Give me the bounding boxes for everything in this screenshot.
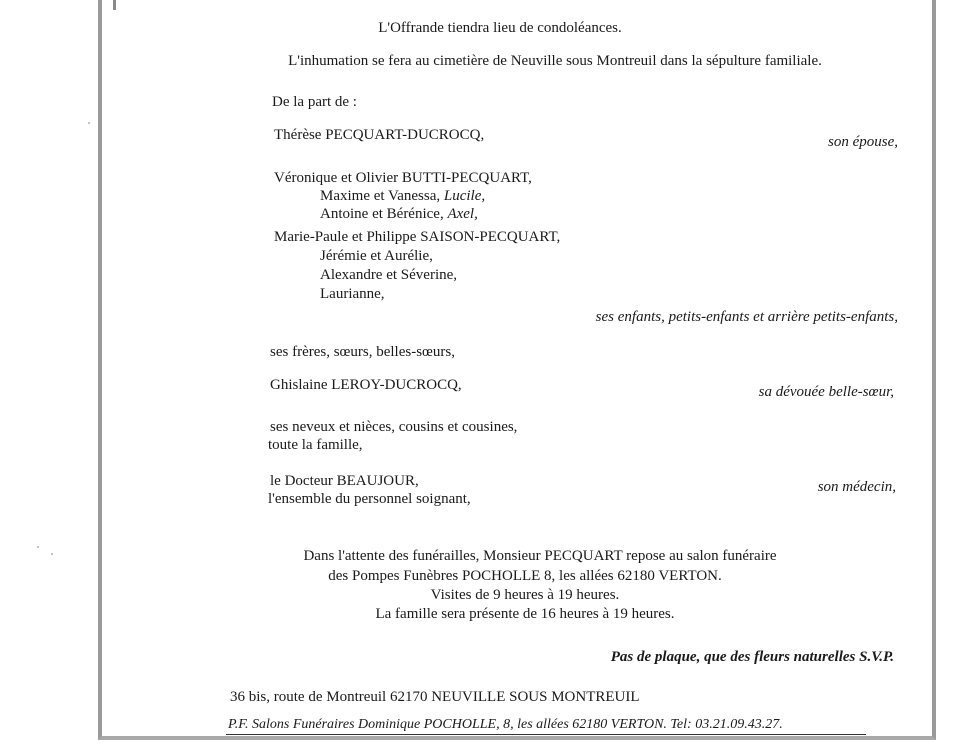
- family-text: toute la famille,: [268, 437, 363, 453]
- visitation-line-4: La famille sera présente de 16 heures à 19 heures.: [375, 606, 675, 622]
- family-address: 36 bis, route de Montreuil 62170 NEUVILLE SOUS MONTREUIL: [230, 689, 640, 705]
- children-role: ses enfants, petits-enfants et arrière petits-enfants,: [595, 309, 898, 325]
- footer-underline: [226, 734, 866, 735]
- grandchild-name: Laurianne,: [320, 286, 385, 302]
- grandchild-name: Jérémie et Aurélie,: [320, 248, 433, 264]
- inhumation-text: L'inhumation se fera au cimetière de Neuville sous Montreuil dans la sépulture familiale.: [288, 53, 822, 69]
- child-name: Véronique et Olivier BUTTI-PECQUART,: [274, 170, 532, 186]
- spouse-name: Thérèse PECQUART-DUCROCQ,: [274, 127, 485, 143]
- funeral-home-info: P.F. Salons Funéraires Dominique POCHOLLE, 8, les allées 62180 VERTON. Tel: 03.21.09.43.27.: [228, 717, 783, 732]
- great-grandchild-name: Lucile,: [443, 188, 486, 204]
- scan-speck: [51, 553, 53, 555]
- grandchild-name: Alexandre et Séverine,: [320, 267, 458, 283]
- doctor-role: son médecin,: [817, 479, 896, 495]
- child-name: Marie-Paule et Philippe SAISON-PECQUART,: [274, 229, 561, 245]
- visitation-line-1: Dans l'attente des funérailles, Monsieur PECQUART repose au salon funéraire: [303, 548, 777, 564]
- sister-in-law-role: sa dévouée belle-sœur,: [758, 384, 894, 400]
- de-la-part-label: De la part de :: [272, 94, 357, 110]
- scan-speck: [88, 122, 90, 124]
- nephews-text: ses neveux et nièces, cousins et cousines,: [270, 419, 518, 435]
- great-grandchild-name: Axel,: [447, 206, 478, 222]
- siblings-text: ses frères, sœurs, belles-sœurs,: [270, 344, 455, 360]
- spouse-role: son épouse,: [828, 134, 898, 150]
- visitation-line-3: Visites de 9 heures à 19 heures.: [430, 587, 620, 603]
- staff-text: l'ensemble du personnel soignant,: [268, 491, 471, 507]
- flowers-notice: Pas de plaque, que des fleurs naturelles S.V.P.: [610, 649, 894, 665]
- paper-edge-mark: [113, 0, 116, 10]
- visitation-line-2: des Pompes Funèbres POCHOLLE 8, les allées 62180 VERTON.: [328, 568, 722, 584]
- offrande-text: L'Offrande tiendra lieu de condoléances.: [378, 20, 622, 36]
- sister-in-law-name: Ghislaine LEROY-DUCROCQ,: [270, 377, 462, 393]
- grandchild-name: Maxime et Vanessa, Lucile,: [320, 188, 486, 204]
- funeral-notice-card: [98, 0, 936, 740]
- grandchild-name: Antoine et Bérénice, Axel,: [320, 206, 478, 222]
- doctor-name: le Docteur BEAUJOUR,: [270, 473, 419, 489]
- scan-speck: [37, 546, 39, 548]
